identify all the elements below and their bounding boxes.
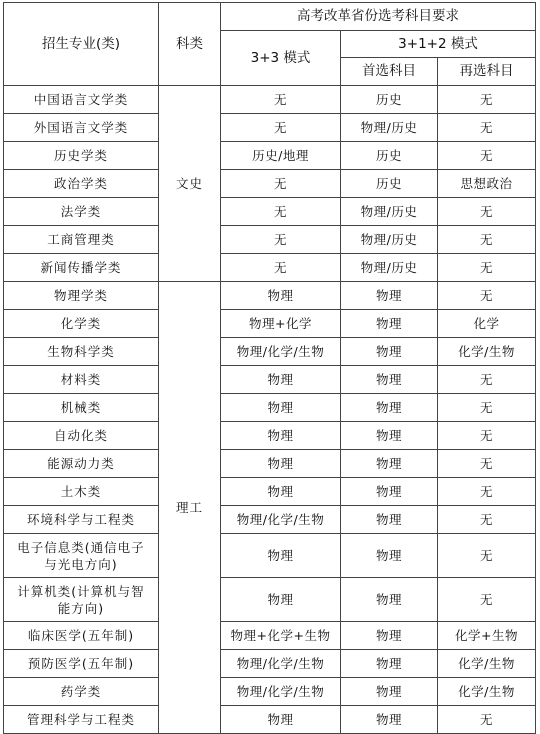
first-choice-cell: 物理/历史 — [341, 254, 438, 282]
first-choice-cell: 物理 — [341, 706, 438, 734]
second-choice-cell: 化学 — [438, 310, 536, 338]
major-cell: 预防医学(五年制) — [4, 650, 159, 678]
table-row — [4, 478, 536, 506]
table-row — [4, 506, 536, 534]
major-cell: 历史学类 — [4, 142, 159, 170]
table-row — [4, 142, 536, 170]
second-choice-cell: 无 — [438, 450, 536, 478]
table-row — [4, 706, 536, 734]
table-row — [4, 366, 536, 394]
mode33-cell: 物理 — [221, 706, 341, 734]
first-choice-cell: 物理 — [341, 650, 438, 678]
mode33-cell: 物理 — [221, 366, 341, 394]
second-choice-cell: 化学/生物 — [438, 650, 536, 678]
first-choice-cell: 物理 — [341, 450, 438, 478]
second-choice-cell: 无 — [438, 534, 536, 578]
major-cell: 药学类 — [4, 678, 159, 706]
major-cell: 材料类 — [4, 366, 159, 394]
mode33-cell: 物理 — [221, 534, 341, 578]
table-row — [4, 114, 536, 142]
first-choice-cell: 物理 — [341, 282, 438, 310]
mode33-cell: 物理 — [221, 450, 341, 478]
second-choice-cell: 化学/生物 — [438, 338, 536, 366]
first-choice-cell: 物理 — [341, 478, 438, 506]
mode33-cell: 物理+化学 — [221, 310, 341, 338]
subject-requirements-table — [3, 2, 536, 734]
major-cell: 机械类 — [4, 394, 159, 422]
mode33-cell: 物理 — [221, 578, 341, 622]
table-row — [4, 254, 536, 282]
table-row — [4, 282, 536, 310]
mode33-cell: 历史/地理 — [221, 142, 341, 170]
first-choice-cell: 物理/历史 — [341, 198, 438, 226]
major-cell: 物理学类 — [4, 282, 159, 310]
second-choice-cell: 无 — [438, 366, 536, 394]
major-line-2: 能方向) — [57, 600, 105, 616]
major-cell: 环境科学与工程类 — [4, 506, 159, 534]
second-choice-cell: 化学+生物 — [438, 622, 536, 650]
first-choice-cell: 物理 — [341, 678, 438, 706]
first-choice-cell: 物理/历史 — [341, 226, 438, 254]
first-choice-cell: 物理 — [341, 534, 438, 578]
mode33-cell: 物理/化学/生物 — [221, 650, 341, 678]
mode33-cell: 无 — [221, 226, 341, 254]
mode33-cell: 无 — [221, 114, 341, 142]
second-choice-cell: 无 — [438, 706, 536, 734]
header-first-choice: 首选科目 — [341, 58, 438, 86]
major-cell: 自动化类 — [4, 422, 159, 450]
first-choice-cell: 历史 — [341, 170, 438, 198]
mode33-cell: 物理/化学/生物 — [221, 678, 341, 706]
mode33-cell: 无 — [221, 254, 341, 282]
mode33-cell: 无 — [221, 170, 341, 198]
second-choice-cell: 无 — [438, 198, 536, 226]
second-choice-cell: 无 — [438, 114, 536, 142]
major-cell: 外国语言文学类 — [4, 114, 159, 142]
table-row — [4, 86, 536, 114]
second-choice-cell: 无 — [438, 282, 536, 310]
table-row — [4, 310, 536, 338]
major-cell: 法学类 — [4, 198, 159, 226]
mode33-cell: 物理 — [221, 422, 341, 450]
table-row — [4, 198, 536, 226]
major-line-2: 与光电方向) — [44, 556, 118, 572]
first-choice-cell: 物理 — [341, 506, 438, 534]
second-choice-cell: 无 — [438, 226, 536, 254]
major-cell: 临床医学(五年制) — [4, 622, 159, 650]
first-choice-cell: 历史 — [341, 86, 438, 114]
first-choice-cell: 物理 — [341, 422, 438, 450]
category-cell-liberal-arts: 文史 — [159, 86, 221, 282]
second-choice-cell: 无 — [438, 86, 536, 114]
second-choice-cell: 化学/生物 — [438, 678, 536, 706]
table-row — [4, 394, 536, 422]
table-row — [4, 678, 536, 706]
header-mode-312: 3+1+2 模式 — [341, 31, 536, 58]
header-requirements-title: 高考改革省份选考科目要求 — [221, 3, 536, 31]
mode33-cell: 物理 — [221, 394, 341, 422]
mode33-cell: 物理/化学/生物 — [221, 338, 341, 366]
first-choice-cell: 物理/历史 — [341, 114, 438, 142]
major-cell: 管理科学与工程类 — [4, 706, 159, 734]
first-choice-cell: 物理 — [341, 310, 438, 338]
header-mode-33: 3+3 模式 — [221, 31, 341, 86]
table-row — [4, 338, 536, 366]
major-cell: 能源动力类 — [4, 450, 159, 478]
table-row — [4, 534, 536, 578]
major-cell: 工商管理类 — [4, 226, 159, 254]
second-choice-cell: 无 — [438, 422, 536, 450]
table-row — [4, 650, 536, 678]
table-row — [4, 622, 536, 650]
first-choice-cell: 物理 — [341, 622, 438, 650]
header-second-choice: 再选科目 — [438, 58, 536, 86]
second-choice-cell: 无 — [438, 142, 536, 170]
mode33-cell: 物理 — [221, 282, 341, 310]
second-choice-cell: 无 — [438, 394, 536, 422]
mode33-cell: 物理/化学/生物 — [221, 506, 341, 534]
second-choice-cell: 思想政治 — [438, 170, 536, 198]
mode33-cell: 物理+化学+生物 — [221, 622, 341, 650]
major-cell-two-line — [4, 534, 159, 578]
major-cell: 生物科学类 — [4, 338, 159, 366]
second-choice-cell: 无 — [438, 478, 536, 506]
major-cell: 土木类 — [4, 478, 159, 506]
first-choice-cell: 物理 — [341, 338, 438, 366]
major-cell: 中国语言文学类 — [4, 86, 159, 114]
table-row — [4, 422, 536, 450]
table-row — [4, 578, 536, 622]
second-choice-cell: 无 — [438, 578, 536, 622]
header-major: 招生专业(类) — [4, 3, 159, 86]
table-row — [4, 170, 536, 198]
table-row — [4, 226, 536, 254]
mode33-cell: 无 — [221, 86, 341, 114]
major-cell: 化学类 — [4, 310, 159, 338]
category-cell-science-engineering: 理工 — [159, 282, 221, 734]
major-cell: 政治学类 — [4, 170, 159, 198]
first-choice-cell: 物理 — [341, 394, 438, 422]
first-choice-cell: 历史 — [341, 142, 438, 170]
second-choice-cell: 无 — [438, 506, 536, 534]
major-line-1: 电子信息类(通信电子 — [17, 539, 145, 555]
table-row — [4, 450, 536, 478]
second-choice-cell: 无 — [438, 254, 536, 282]
mode33-cell: 物理 — [221, 478, 341, 506]
major-cell: 新闻传播学类 — [4, 254, 159, 282]
first-choice-cell: 物理 — [341, 366, 438, 394]
first-choice-cell: 物理 — [341, 578, 438, 622]
header-category: 科类 — [159, 3, 221, 86]
major-line-1: 计算机类(计算机与智 — [17, 583, 145, 599]
mode33-cell: 无 — [221, 198, 341, 226]
major-cell-two-line — [4, 578, 159, 622]
